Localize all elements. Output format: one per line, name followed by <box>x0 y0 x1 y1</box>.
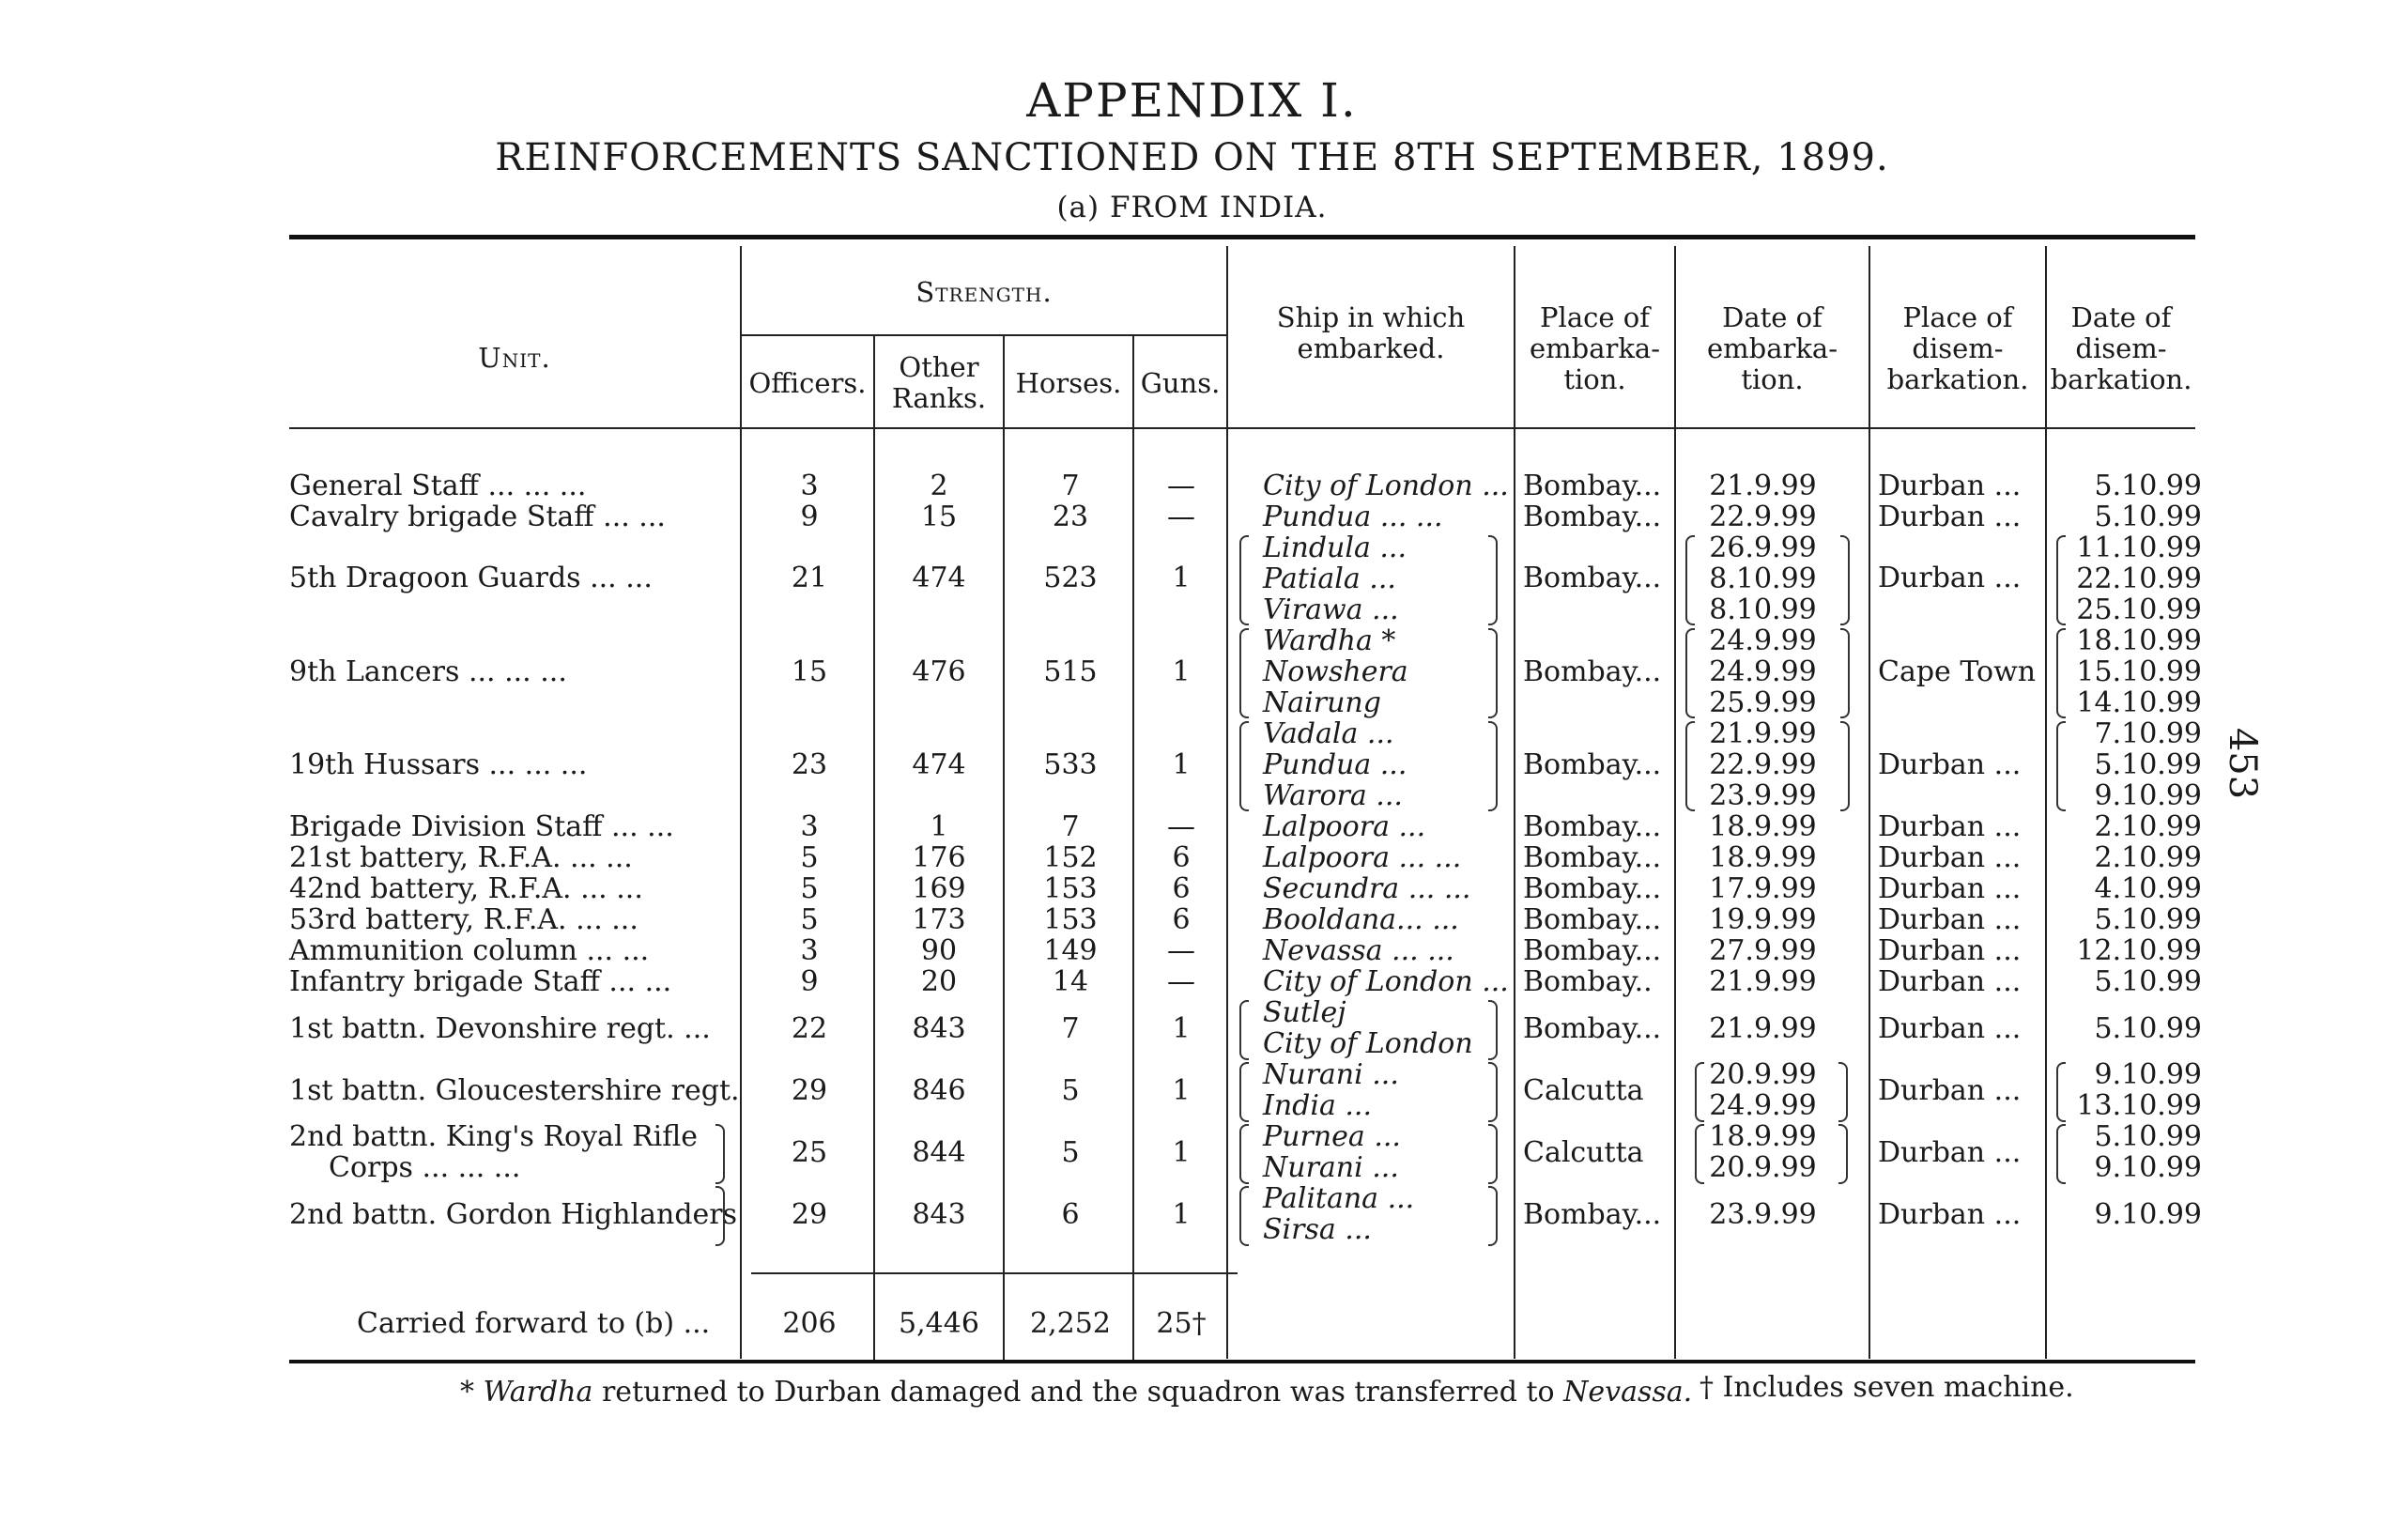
ship: City of London ... <box>1263 470 1509 502</box>
ship-brace <box>1488 1124 1498 1184</box>
col-divider <box>740 246 742 1359</box>
total-officers: 206 <box>782 1307 837 1340</box>
ship: Lindula ... <box>1263 531 1407 564</box>
header-horses: Horses. <box>1015 367 1122 399</box>
date-disembarkation: 5.10.99 <box>2094 1120 2202 1153</box>
place-disembarkation: Durban ... <box>1878 872 2022 905</box>
date-disembarkation: 5.10.99 <box>2094 1012 2202 1045</box>
unit-name: 21st battery, R.F.A. ... ... <box>289 841 633 874</box>
unit-name: 5th Dragoon Guards ... ... <box>289 562 653 594</box>
date-disembarkation: 5.10.99 <box>2094 500 2202 533</box>
ship-brace <box>1239 1000 1249 1060</box>
place-embarkation: Bombay... <box>1523 1198 1662 1231</box>
unit-name: Brigade Division Staff ... ... <box>289 810 674 843</box>
horses: 23 <box>1052 500 1089 533</box>
date-embarkation: 26.9.99 <box>1709 531 1817 564</box>
guns: 1 <box>1172 562 1191 594</box>
horses: 6 <box>1061 1198 1080 1231</box>
place-embarkation: Bombay... <box>1523 500 1662 533</box>
date-embarkation: 20.9.99 <box>1709 1151 1817 1184</box>
other-ranks: 476 <box>912 655 966 688</box>
unit-name: 1st battn. Gloucestershire regt. <box>289 1074 740 1107</box>
ship: Virawa ... <box>1263 593 1399 626</box>
date-embarkation: 18.9.99 <box>1709 810 1817 843</box>
place-disembarkation: Durban ... <box>1878 841 2022 874</box>
officers: 22 <box>791 1012 828 1045</box>
officers: 5 <box>800 872 819 905</box>
date-embarkation: 23.9.99 <box>1709 1198 1817 1231</box>
date-disembarkation: 18.10.99 <box>2076 624 2202 657</box>
date-disembarkation: 25.10.99 <box>2076 593 2202 626</box>
date-disembarkation: 13.10.99 <box>2076 1089 2202 1122</box>
date-disembarkation: 11.10.99 <box>2076 531 2202 564</box>
officers: 3 <box>800 470 819 502</box>
date-brace <box>1838 1124 1848 1184</box>
officers: 29 <box>791 1198 828 1231</box>
header-date-disembarkation: Date of disem- barkation. <box>2050 301 2192 395</box>
horses: 14 <box>1052 965 1089 998</box>
horses: 152 <box>1043 841 1098 874</box>
unit-name: 9th Lancers ... ... ... <box>289 655 567 688</box>
other-ranks: 843 <box>912 1198 966 1231</box>
officers: 25 <box>791 1136 828 1169</box>
date-embarkation: 20.9.99 <box>1709 1058 1817 1091</box>
place-disembarkation: Durban ... <box>1878 965 2022 998</box>
date-disembarkation: 22.10.99 <box>2076 562 2202 595</box>
officers: 5 <box>800 903 819 936</box>
place-embarkation: Bombay... <box>1523 748 1662 781</box>
place-disembarkation: Durban ... <box>1878 934 2022 967</box>
place-embarkation: Calcutta <box>1523 1136 1644 1169</box>
date-disembarkation: 15.10.99 <box>2076 655 2202 688</box>
place-embarkation: Bombay... <box>1523 903 1662 936</box>
total-label: Carried forward to (b) ... <box>357 1307 711 1340</box>
date-disembarkation: 9.10.99 <box>2094 779 2202 812</box>
guns: — <box>1167 500 1195 533</box>
ship-brace <box>1239 535 1249 625</box>
officers: 9 <box>800 965 819 998</box>
date-brace <box>1840 721 1850 811</box>
date-embarkation: 23.9.99 <box>1709 779 1817 812</box>
horses: 7 <box>1061 810 1080 843</box>
col-divider <box>1514 246 1515 1359</box>
ship: City of London ... <box>1263 965 1509 998</box>
place-embarkation: Bombay... <box>1523 562 1662 594</box>
footnote-dagger: † Includes seven machine. <box>1700 1371 2074 1404</box>
ship: Pundua ... ... <box>1263 500 1443 533</box>
other-ranks: 846 <box>912 1074 966 1107</box>
horses: 153 <box>1043 872 1098 905</box>
header-date-embarkation: Date of embarka- tion. <box>1706 301 1838 395</box>
date-disembarkation: 9.10.99 <box>2094 1198 2202 1231</box>
date-brace <box>1840 628 1850 718</box>
unit-name: 19th Hussars ... ... ... <box>289 748 588 781</box>
ship: Palitana ... <box>1263 1182 1415 1215</box>
page-number: 453 <box>2221 727 2265 800</box>
date-embarkation: 21.9.99 <box>1709 470 1817 502</box>
footnote-ship: Nevassa. <box>1563 1376 1693 1409</box>
footnote-ship: Wardha <box>483 1376 593 1409</box>
ship: Vadala ... <box>1263 717 1394 750</box>
unit-name: Infantry brigade Staff ... ... <box>289 965 672 998</box>
date-embarkation: 24.9.99 <box>1709 624 1817 657</box>
table-top-rule <box>289 235 2195 239</box>
unit-name: Ammunition column ... ... <box>289 934 650 967</box>
place-disembarkation: Durban ... <box>1878 470 2022 502</box>
date-embarkation: 27.9.99 <box>1709 934 1817 967</box>
guns: 1 <box>1172 1012 1191 1045</box>
place-embarkation: Bombay... <box>1523 934 1662 967</box>
col-divider <box>1226 246 1228 1359</box>
horses: 149 <box>1043 934 1098 967</box>
unit-brace <box>715 1186 725 1246</box>
date-embarkation: 21.9.99 <box>1709 1012 1817 1045</box>
place-disembarkation: Durban ... <box>1878 1012 2022 1045</box>
date-embarkation: 19.9.99 <box>1709 903 1817 936</box>
place-embarkation: Bombay... <box>1523 655 1662 688</box>
ship-brace <box>1239 1124 1249 1184</box>
officers: 9 <box>800 500 819 533</box>
header-officers: Officers. <box>748 367 867 399</box>
guns: — <box>1167 965 1195 998</box>
other-ranks: 1 <box>930 810 948 843</box>
other-ranks: 90 <box>920 934 958 967</box>
place-embarkation: Bombay... <box>1523 1012 1662 1045</box>
appendix-title: APPENDIX I. <box>1026 73 1358 128</box>
place-disembarkation: Durban ... <box>1878 1136 2022 1169</box>
date-disembarkation: 2.10.99 <box>2094 810 2202 843</box>
header-bottom-rule <box>289 427 2195 429</box>
ship-brace <box>1488 1062 1498 1122</box>
place-disembarkation: Durban ... <box>1878 810 2022 843</box>
header-place-embarkation: Place of embarka- tion. <box>1529 301 1661 395</box>
ship: Pundua ... <box>1263 748 1407 781</box>
appendix-subtitle: REINFORCEMENTS SANCTIONED ON THE 8TH SEPTEMBER, 1899. <box>495 136 1889 179</box>
other-ranks: 173 <box>912 903 966 936</box>
unit-name: 42nd battery, R.F.A. ... ... <box>289 872 643 905</box>
ship-brace <box>1239 1062 1249 1122</box>
ship-brace <box>1239 721 1249 811</box>
ship-brace <box>1488 1186 1498 1246</box>
footnote-wardha <box>460 1376 1692 1409</box>
ship: Nairung <box>1263 686 1381 719</box>
date-embarkation: 17.9.99 <box>1709 872 1817 905</box>
ship: Nurani ... <box>1263 1058 1399 1091</box>
date-disembarkation: 14.10.99 <box>2076 686 2202 719</box>
guns: 1 <box>1172 1136 1191 1169</box>
other-ranks: 843 <box>912 1012 966 1045</box>
horses: 523 <box>1043 562 1098 594</box>
footnote-star: * <box>460 1376 474 1409</box>
other-ranks: 169 <box>912 872 966 905</box>
place-disembarkation: Durban ... <box>1878 500 2022 533</box>
other-ranks: 20 <box>920 965 958 998</box>
ship: Nevassa ... ... <box>1263 934 1454 967</box>
ship-brace <box>1488 535 1498 625</box>
ship: Warora ... <box>1263 779 1403 812</box>
total-rule <box>751 1272 1238 1274</box>
horses: 153 <box>1043 903 1098 936</box>
guns: 6 <box>1172 872 1191 905</box>
header-unit: Unit. <box>478 342 551 374</box>
place-embarkation: Bombay.. <box>1523 965 1653 998</box>
total-horses: 2,252 <box>1030 1307 1111 1340</box>
other-ranks: 844 <box>912 1136 966 1169</box>
date-embarkation: 22.9.99 <box>1709 500 1817 533</box>
unit-brace <box>715 1124 725 1184</box>
date-disembarkation: 5.10.99 <box>2094 965 2202 998</box>
guns: 1 <box>1172 655 1191 688</box>
other-ranks: 176 <box>912 841 966 874</box>
officers: 5 <box>800 841 819 874</box>
place-embarkation: Calcutta <box>1523 1074 1644 1107</box>
ship: Lalpoora ... <box>1263 810 1426 843</box>
guns: 6 <box>1172 903 1191 936</box>
place-embarkation: Bombay... <box>1523 841 1662 874</box>
date-brace <box>1840 535 1850 625</box>
place-disembarkation: Durban ... <box>1878 1198 2022 1231</box>
unit-name: General Staff ... ... ... <box>289 470 587 502</box>
ship: Nowshera <box>1263 655 1408 688</box>
date-disembarkation: 2.10.99 <box>2094 841 2202 874</box>
place-disembarkation: Durban ... <box>1878 903 2022 936</box>
total-guns: 25† <box>1156 1307 1207 1340</box>
other-ranks: 474 <box>912 562 966 594</box>
horses: 5 <box>1061 1136 1080 1169</box>
officers: 29 <box>791 1074 828 1107</box>
unit-name: 2nd battn. Gordon Highlanders <box>289 1198 738 1231</box>
date-embarkation: 18.9.99 <box>1709 841 1817 874</box>
officers: 21 <box>791 562 828 594</box>
guns: 1 <box>1172 1198 1191 1231</box>
guns: — <box>1167 810 1195 843</box>
unit-name: 1st battn. Devonshire regt. ... <box>289 1012 711 1045</box>
total-other-ranks: 5,446 <box>899 1307 979 1340</box>
ship: Booldana... ... <box>1263 903 1459 936</box>
unit-name: Cavalry brigade Staff ... ... <box>289 500 666 533</box>
horses: 515 <box>1043 655 1098 688</box>
header-other-ranks: Other Ranks. <box>891 351 987 414</box>
date-brace <box>1838 1062 1848 1122</box>
date-embarkation: 22.9.99 <box>1709 748 1817 781</box>
header-strength: Strength. <box>915 276 1053 308</box>
table-bottom-rule <box>289 1360 2195 1363</box>
ship: Sirsa ... <box>1263 1213 1372 1246</box>
other-ranks: 474 <box>912 748 966 781</box>
date-disembarkation: 5.10.99 <box>2094 903 2202 936</box>
section-heading: (a) FROM INDIA. <box>1056 191 1328 224</box>
other-ranks: 15 <box>920 500 958 533</box>
ship: City of London <box>1263 1027 1473 1060</box>
officers: 15 <box>791 655 828 688</box>
place-disembarkation: Cape Town <box>1878 655 2037 688</box>
ship-brace <box>1488 1000 1498 1060</box>
header-guns: Guns. <box>1140 367 1221 399</box>
ship-brace <box>1239 628 1249 718</box>
unit-name-cont: Corps ... ... ... <box>329 1151 521 1184</box>
date-disembarkation: 12.10.99 <box>2076 934 2202 967</box>
ship-brace <box>1488 721 1498 811</box>
col-divider <box>1869 246 1870 1359</box>
horses: 533 <box>1043 748 1098 781</box>
date-disembarkation: 9.10.99 <box>2094 1058 2202 1091</box>
officers: 3 <box>800 810 819 843</box>
date-disembarkation: 5.10.99 <box>2094 748 2202 781</box>
date-embarkation: 24.9.99 <box>1709 655 1817 688</box>
ship-brace <box>1488 628 1498 718</box>
date-embarkation: 24.9.99 <box>1709 1089 1817 1122</box>
strength-rule <box>740 334 1226 336</box>
guns: — <box>1167 470 1195 502</box>
place-embarkation: Bombay... <box>1523 470 1662 502</box>
place-embarkation: Bombay... <box>1523 872 1662 905</box>
place-disembarkation: Durban ... <box>1878 748 2022 781</box>
ship: Purnea ... <box>1263 1120 1401 1153</box>
unit-name: 53rd battery, R.F.A. ... ... <box>289 903 638 936</box>
ship: Patiala ... <box>1263 562 1396 595</box>
officers: 3 <box>800 934 819 967</box>
ship: Lalpoora ... ... <box>1263 841 1462 874</box>
ship: Wardha * <box>1263 624 1396 657</box>
horses: 5 <box>1061 1074 1080 1107</box>
date-disembarkation: 7.10.99 <box>2094 717 2202 750</box>
place-disembarkation: Durban ... <box>1878 1074 2022 1107</box>
date-embarkation: 18.9.99 <box>1709 1120 1817 1153</box>
ship: Secundra ... ... <box>1263 872 1471 905</box>
other-ranks: 2 <box>930 470 948 502</box>
horses: 7 <box>1061 470 1080 502</box>
guns: 1 <box>1172 1074 1191 1107</box>
date-disembarkation: 4.10.99 <box>2094 872 2202 905</box>
date-embarkation: 8.10.99 <box>1709 593 1817 626</box>
date-embarkation: 8.10.99 <box>1709 562 1817 595</box>
place-disembarkation: Durban ... <box>1878 562 2022 594</box>
date-disembarkation: 9.10.99 <box>2094 1151 2202 1184</box>
header-place-disembarkation: Place of disem- barkation. <box>1886 301 2029 395</box>
date-embarkation: 25.9.99 <box>1709 686 1817 719</box>
ship: Sutlej <box>1263 996 1346 1029</box>
ship: India ... <box>1263 1089 1373 1122</box>
horses: 7 <box>1061 1012 1080 1045</box>
header-ship: Ship in which embarked. <box>1276 301 1466 364</box>
unit-name: 2nd battn. King's Royal Rifle <box>289 1120 699 1153</box>
date-disembarkation: 5.10.99 <box>2094 470 2202 502</box>
guns: — <box>1167 934 1195 967</box>
date-embarkation: 21.9.99 <box>1709 717 1817 750</box>
officers: 23 <box>791 748 828 781</box>
col-divider <box>2045 246 2047 1359</box>
ship-brace <box>1239 1186 1249 1246</box>
date-embarkation: 21.9.99 <box>1709 965 1817 998</box>
ship: Nurani ... <box>1263 1151 1399 1184</box>
place-embarkation: Bombay... <box>1523 810 1662 843</box>
footnote-text: returned to Durban damaged and the squadron was transferred to <box>601 1376 1555 1409</box>
guns: 1 <box>1172 748 1191 781</box>
guns: 6 <box>1172 841 1191 874</box>
